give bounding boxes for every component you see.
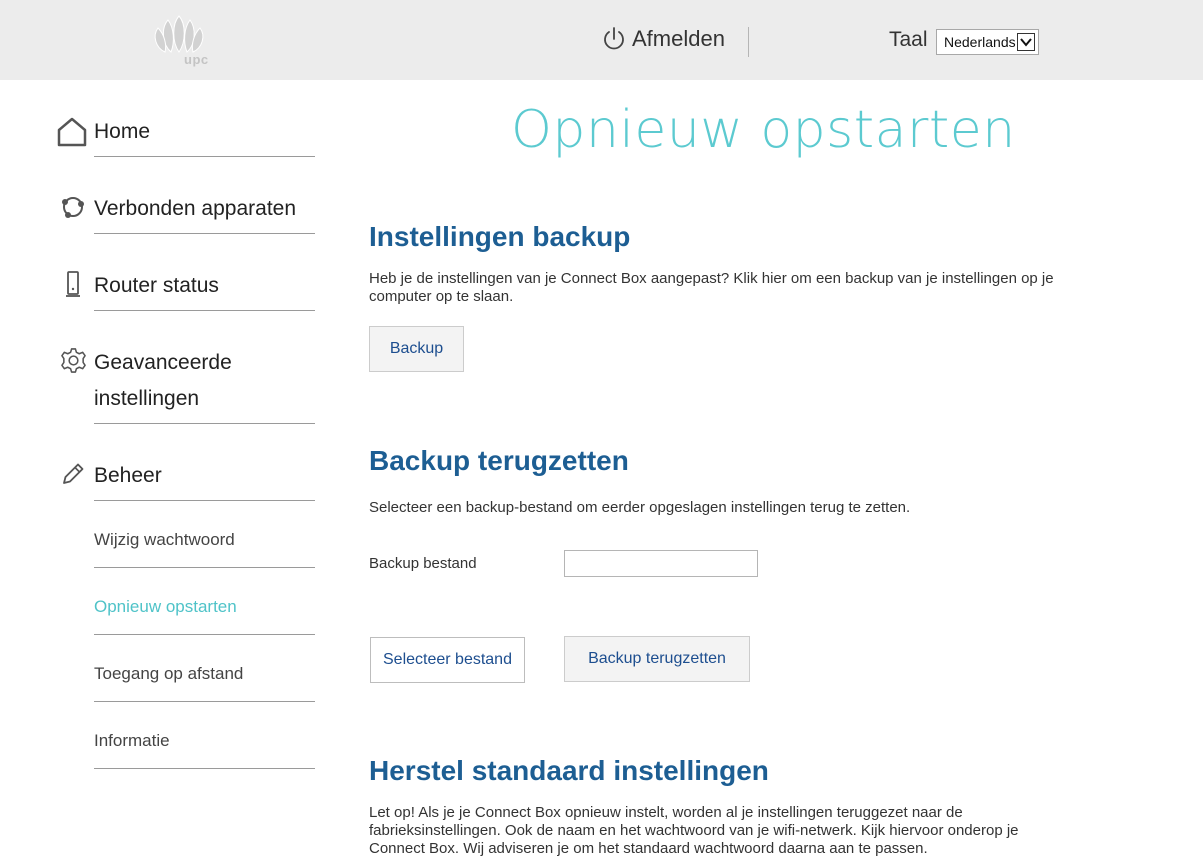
- sidebar-item-label: instellingen: [94, 387, 200, 410]
- page-title: Opnieuw opstarten: [511, 100, 1016, 160]
- divider: [94, 634, 315, 635]
- divider: [94, 567, 315, 568]
- gear-icon: [60, 347, 87, 374]
- sidebar-item-label: Router status: [94, 274, 219, 297]
- divider: [94, 310, 315, 311]
- sidebar-item-label: Geavanceerde: [94, 351, 232, 374]
- select-file-button[interactable]: Selecteer bestand: [370, 637, 525, 683]
- top-header: [0, 0, 1203, 80]
- sidebar-subitem-change-password[interactable]: Wijzig wachtwoord: [94, 530, 235, 549]
- language-select[interactable]: [936, 29, 1039, 55]
- sidebar-subitem-restart[interactable]: Opnieuw opstarten: [94, 597, 237, 616]
- factory-reset-description: Let op! Als je je Connect Box opnieuw instelt, worden al je instellingen teruggezet naar de fabrieksinstellingen. Ook de naam en het wachtwoord van je wifi-netwerk. Kijk hiervoor onderop je Connect Box. Wij adviseren je om het standaard wachtwoord daarna aan te passen.: [369, 804, 1019, 857]
- restore-section-title: Backup terugzetten: [369, 445, 629, 476]
- language-select-value: Nederlands: [944, 34, 1016, 50]
- divider: [94, 156, 315, 157]
- brand-label: upc: [184, 52, 209, 67]
- pencil-icon: [60, 461, 86, 487]
- backup-file-label: Backup bestand: [369, 555, 477, 572]
- connected-devices-icon: [60, 194, 86, 220]
- backup-section-title: Instellingen backup: [369, 221, 631, 252]
- restore-backup-button[interactable]: Backup terugzetten: [564, 636, 750, 682]
- logout-button[interactable]: [602, 26, 725, 52]
- factory-reset-section-title: Herstel standaard instellingen: [369, 755, 769, 786]
- backup-button[interactable]: Backup: [369, 326, 464, 372]
- header-divider: [748, 27, 749, 57]
- divider: [94, 423, 315, 424]
- router-icon: [64, 270, 82, 298]
- home-icon: [56, 116, 88, 148]
- language-label: Taal: [889, 28, 928, 51]
- divider: [94, 768, 315, 769]
- chevron-down-icon: [1017, 33, 1035, 51]
- sidebar-subitem-information[interactable]: Informatie: [94, 731, 170, 750]
- backup-file-field[interactable]: [564, 550, 758, 577]
- logout-label: Afmelden: [632, 26, 725, 51]
- power-icon: [602, 26, 626, 52]
- sidebar-item-label: Home: [94, 120, 151, 143]
- sidebar-item-label: Beheer: [94, 464, 162, 487]
- divider: [94, 701, 315, 702]
- divider: [94, 233, 315, 234]
- restore-description: Selecteer een backup-bestand om eerder opgeslagen instellingen terug te zetten.: [369, 499, 911, 516]
- sidebar-subitem-remote-access[interactable]: Toegang op afstand: [94, 664, 244, 683]
- sidebar-item-label: Verbonden apparaten: [94, 197, 297, 220]
- backup-description: Heb je de instellingen van je Connect Box aangepast? Klik hier om een backup van je instellingen op je computer op te slaan.: [369, 270, 1054, 305]
- divider: [94, 500, 315, 501]
